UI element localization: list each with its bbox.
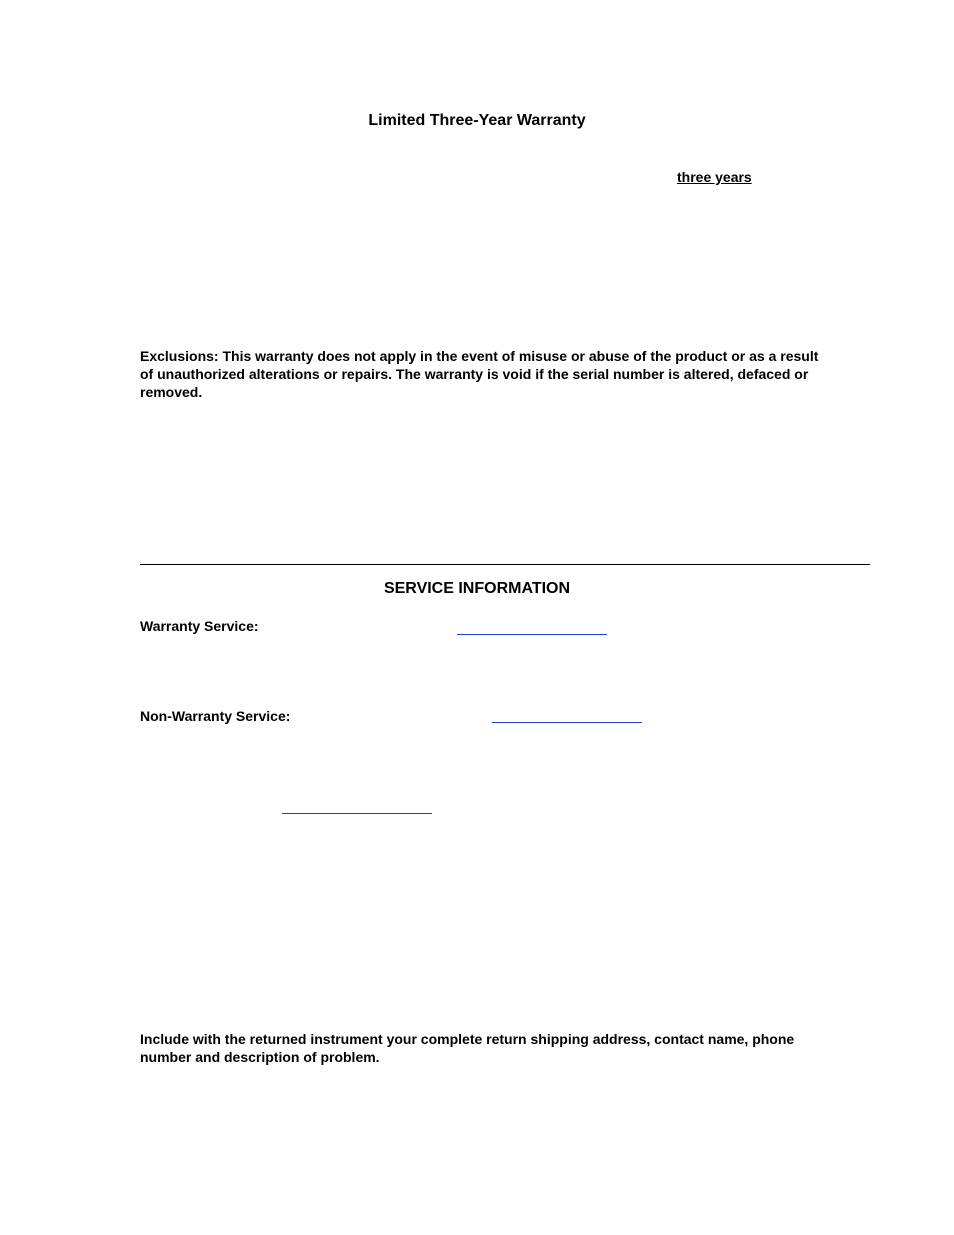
exclusions-paragraph: Exclusions: This warranty does not apply in the event of misuse or abuse of the product or as a result of unauthorized alterations or repairs. The warranty is void if the serial number is altered, defaced or removed.	[140, 348, 819, 400]
non-warranty-service-label: Non-Warranty Service:	[140, 708, 291, 724]
warranty-service-link[interactable]	[457, 634, 607, 635]
non-warranty-service-link[interactable]	[492, 722, 642, 723]
warranty-service-label: Warranty Service:	[140, 618, 259, 634]
document-title: Limited Three-Year Warranty	[368, 112, 586, 129]
return-instructions: Include with the returned instrument your complete return shipping address, contact name, phone number and description of problem.	[140, 1031, 795, 1065]
service-information-heading: SERVICE INFORMATION	[383, 580, 571, 597]
contact-link[interactable]	[282, 813, 432, 814]
warranty-term: three years	[677, 169, 752, 185]
section-divider	[140, 564, 870, 565]
